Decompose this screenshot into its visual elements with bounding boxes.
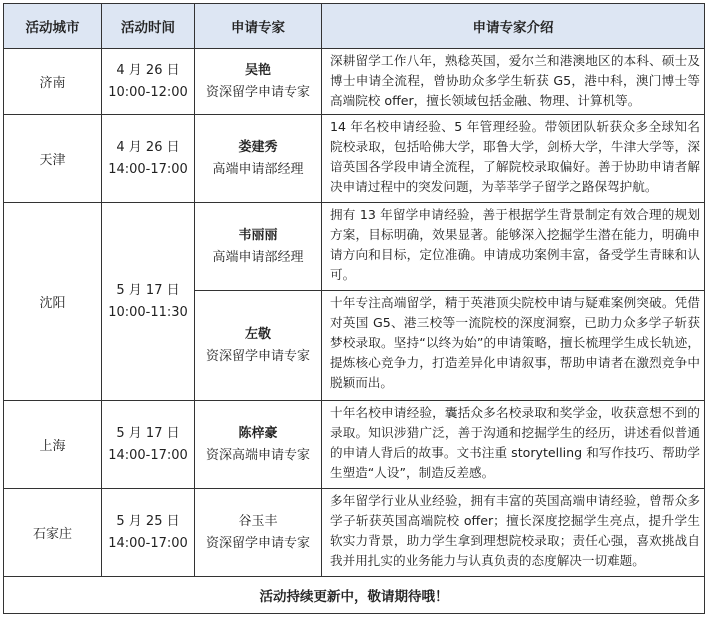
- event-date: 5 月 25 日: [116, 513, 180, 529]
- city-cell: 济南: [4, 49, 102, 115]
- city-cell: 天津: [4, 115, 102, 203]
- footer-note: 活动持续更新中，敬请期待哦！: [4, 577, 705, 614]
- expert-intro: 拥有 13 年留学申请经验，善于根据学生背景制定有效合理的规划方案，目标明确，效果显著。能够深入挖掘学生潜在能力，明确申请方向和目标，定位准确。申请成功案例丰富，备受学生青睐和认可。: [322, 203, 705, 291]
- expert-title: 资深留学申请专家: [205, 348, 310, 364]
- table-row: [4, 401, 705, 489]
- expert-title: 高端申请部经理: [212, 161, 304, 177]
- event-time: 14:00-17:00: [108, 161, 188, 177]
- expert-intro: 多年留学行业从业经验，拥有丰富的英国高端申请经验，曾帮众多学子斩获英国高端院校 offer；擅长深度挖掘学生亮点，提升学生软实力背景，助力学生拿到理想院校录取；责任心强，喜欢挑战自我并用扎实的业务能力与认真负责的态度解决一切难题。: [322, 489, 705, 577]
- table-row: [4, 49, 705, 115]
- event-date: 5 月 17 日: [116, 425, 180, 441]
- table-row: [4, 203, 705, 291]
- time-cell: [102, 489, 195, 577]
- expert-cell: [195, 203, 322, 291]
- header-expert: 申请专家: [195, 4, 322, 49]
- expert-title: 高端申请部经理: [212, 249, 304, 265]
- header-row: [4, 4, 705, 49]
- event-time: 14:00-17:00: [108, 447, 188, 463]
- expert-cell: [195, 489, 322, 577]
- expert-cell: [195, 401, 322, 489]
- header-intro: 申请专家介绍: [322, 4, 705, 49]
- expert-name: 左敬: [244, 326, 271, 342]
- expert-cell: [195, 49, 322, 115]
- expert-title: 资深留学申请专家: [205, 535, 310, 551]
- expert-intro: 14 年名校申请经验、5 年管理经验。带领团队斩获众多全球知名院校录取，包括哈佛大学，耶鲁大学，剑桥大学，牛津大学等，深谙英国各学段申请全流程，了解院校录取偏好。善于协助申请者解决申请过程中的突发问题，为莘莘学子留学之路保驾护航。: [322, 115, 705, 203]
- expert-name: 吴艳: [244, 62, 271, 78]
- event-date: 4 月 26 日: [116, 62, 180, 78]
- expert-intro: 十年名校申请经验，囊括众多名校录取和奖学金，收获意想不到的录取。知识涉猎广泛，善于沟通和挖掘学生的经历，讲述看似普通的申请人背后的故事。文书注重 storytelling 和写作技巧、帮助学生塑造“人设”，制造反差感。: [322, 401, 705, 489]
- time-cell: [102, 203, 195, 401]
- header-city: 活动城市: [4, 4, 102, 49]
- header-time: 活动时间: [102, 4, 195, 49]
- expert-cell: [195, 115, 322, 203]
- expert-name: 陈梓豪: [238, 425, 278, 441]
- expert-title: 资深高端申请专家: [205, 447, 310, 463]
- city-cell: 石家庄: [4, 489, 102, 577]
- table-row: [4, 489, 705, 577]
- expert-intro: 十年专注高端留学，精于英港顶尖院校申请与疑难案例突破。凭借对英国 G5、港三校等一流院校的深度洞察，已助力众多学子斩获梦校录取。坚持“以终为始”的申请策略，擅长梳理学生成长轨迹，提炼核心竞争力，打造差异化申请叙事，帮助申请者在激烈竞争中脱颖而出。: [322, 291, 705, 401]
- city-cell: 沈阳: [4, 203, 102, 401]
- expert-intro: 深耕留学工作八年，熟稔英国，爱尔兰和港澳地区的本科、硕士及博士申请全流程，曾协助众多学生斩获 G5，港中科，澳门博士等高端院校 offer，擅长领域包括金融、物理、计算机等。: [322, 49, 705, 115]
- time-cell: [102, 401, 195, 489]
- footer-row: [4, 577, 705, 614]
- table-row: [4, 115, 705, 203]
- time-cell: [102, 49, 195, 115]
- expert-name: 谷玉丰: [238, 513, 278, 529]
- event-time: 10:00-11:30: [108, 304, 188, 320]
- event-date: 5 月 17 日: [116, 282, 180, 298]
- time-cell: [102, 115, 195, 203]
- event-date: 4 月 26 日: [116, 139, 180, 155]
- expert-name: 韦丽丽: [238, 227, 278, 243]
- event-schedule-table: [3, 3, 705, 614]
- event-time: 10:00-12:00: [108, 84, 188, 100]
- event-time: 14:00-17:00: [108, 535, 188, 551]
- expert-cell: [195, 291, 322, 401]
- expert-title: 资深留学申请专家: [205, 84, 310, 100]
- expert-name: 娄建秀: [238, 139, 278, 155]
- city-cell: 上海: [4, 401, 102, 489]
